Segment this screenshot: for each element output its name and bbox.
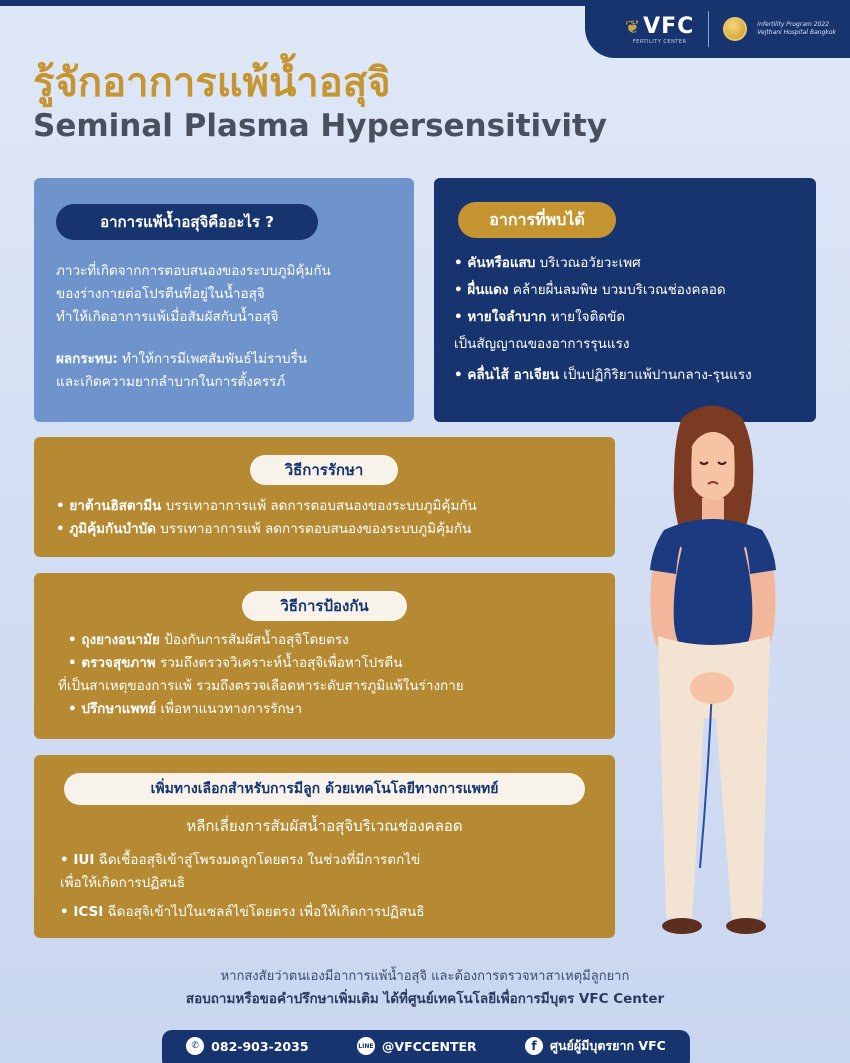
symptom-item: • คลื่นไส้ อาเจียน เป็นปฏิกิริยาแพ้ปานกลาง-รุนแรง — [454, 367, 752, 383]
what-is-it-card — [34, 178, 414, 422]
contact-line[interactable] — [357, 1037, 477, 1055]
contact-bar — [162, 1030, 690, 1063]
option-item: • IUI ฉีดเชื้ออสุจิเข้าสู่โพรงมดลูกโดยตรง ในช่วงที่มีการตกไข่ — [60, 852, 421, 868]
prevention-item: • ปรึกษาแพทย์ เพื่อหาแนวทางการรักษา — [68, 701, 303, 717]
treatment-list — [56, 495, 477, 541]
symptoms-card — [434, 178, 816, 422]
prevention-item: ที่เป็นสาเหตุของการแพ้ รวมถึงตรวจเลือดหาระดับสารภูมิแพ้ในร่างกาย — [58, 678, 464, 694]
page-title-english: Seminal Plasma Hypersensitivity — [33, 108, 607, 144]
options-heading: เพิ่มทางเลือกสำหรับการมีลูก ด้วยเทคโนโลยีทางการแพทย์ — [64, 773, 585, 805]
options-list — [60, 849, 425, 924]
bird-icon: ❦ — [625, 16, 642, 38]
what-impact — [56, 348, 307, 394]
what-line-1: ภาวะที่เกิดจากการตอบสนองของระบบภูมิคุ้มกัน — [56, 263, 331, 279]
option-item: • ICSI ฉีดอสุจิเข้าไปในเซลล์ไข่โดยตรง เพื่อให้เกิดการปฏิสนธิ — [60, 904, 425, 920]
award-line-1: Infertility Program 2022 — [757, 21, 830, 29]
prevention-list — [58, 629, 464, 721]
phone-number: 082-903-2035 — [211, 1038, 309, 1054]
options-subheading: หลีกเลี่ยงการสัมผัสน้ำอสุจิบริเวณช่องคลอด — [186, 817, 463, 835]
vfc-tagline: FERTILITY CENTER — [632, 38, 687, 45]
prevention-item: • ตรวจสุขภาพ รวมถึงตรวจวิเคราะห์น้ำอสุจิเพื่อหาโปรตีน — [68, 655, 403, 671]
symptom-item: • ผื่นแดง คล้ายผื่นลมพิษ บวมบริเวณช่องคลอด — [454, 282, 726, 298]
treatment-item: • ภูมิคุ้มกันบำบัด บรรเทาอาการแพ้ ลดการตอบสนองของระบบภูมิคุ้มกัน — [56, 521, 472, 537]
impact-line-2: และเกิดความยากลำบากในการตั้งครรภ์ — [56, 374, 286, 390]
contact-phone[interactable] — [186, 1037, 308, 1055]
treatment-card — [34, 437, 615, 557]
treatment-item: • ยาต้านฮิสตามีน บรรเทาอาการแพ้ ลดการตอบสนองของระบบภูมิคุ้มกัน — [56, 498, 477, 514]
options-card — [34, 755, 615, 938]
logo-divider — [708, 11, 709, 47]
treatment-heading: วิธีการรักษา — [250, 455, 398, 485]
page-title-thai: รู้จักอาการแพ้น้ำอสุจิ — [33, 60, 391, 106]
phone-icon: ✆ — [186, 1037, 204, 1055]
award-badge-icon — [723, 17, 747, 41]
prevention-item: • ถุงยางอนามัย ป้องกันการสัมผัสน้ำอสุจิโดยตรง — [68, 632, 349, 648]
award-line-2: Vejthani Hospital Bangkok — [757, 29, 837, 36]
hands — [690, 672, 734, 704]
woman-illustration — [612, 398, 812, 958]
what-is-it-heading: อาการแพ้น้ำอสุจิคืออะไร ? — [56, 204, 318, 240]
what-line-2: ของร่างกายต่อโปรตีนที่อยู่ในน้ำอสุจิ — [56, 286, 265, 302]
option-item: เพื่อให้เกิดการปฏิสนธิ — [60, 875, 186, 891]
award-text — [757, 21, 836, 37]
symptoms-list — [454, 250, 752, 389]
line-id: @VFCCENTER — [381, 1038, 477, 1054]
impact-label: ผลกระทบ: — [56, 351, 118, 367]
impact-line-1: ทำให้การมีเพศสัมพันธ์ไม่ราบรื่น — [117, 351, 308, 367]
symptom-item: • คันหรือแสบ บริเวณอวัยวะเพศ — [454, 255, 641, 271]
neck — [702, 498, 724, 522]
right-shoe — [726, 918, 766, 934]
symptom-item: เป็นสัญญาณของอาการรุนแรง — [454, 336, 630, 352]
facebook-icon: f — [525, 1037, 543, 1055]
what-description — [56, 260, 331, 329]
footer-line-2: สอบถามหรือขอคำปรึกษาเพิ่มเติม ได้ที่ศูนย์เทคโนโลยีเพื่อการมีบุตร VFC Center — [185, 991, 665, 1007]
left-shoe — [662, 918, 702, 934]
prevention-card — [34, 573, 615, 739]
what-line-3: ทำให้เกิดอาการแพ้เมื่อสัมผัสกับน้ำอสุจิ — [56, 309, 279, 325]
prevention-heading: วิธีการป้องกัน — [242, 591, 407, 621]
symptom-item: • หายใจลำบาก หายใจติดขัด — [454, 309, 626, 325]
line-icon: LINE — [357, 1037, 375, 1055]
footer-line-1: หากสงสัยว่าตนเองมีอาการแพ้น้ำอสุจิ และต้องการตรวจหาสาเหตุมีลูกยาก — [220, 969, 630, 984]
face — [687, 432, 739, 500]
logo-header — [585, 0, 850, 58]
vfc-logo-text: VFC — [643, 13, 695, 39]
vfc-logo[interactable] — [625, 14, 694, 45]
facebook-page: ศูนย์ผู้มีบุตรยาก VFC — [550, 1038, 666, 1053]
contact-facebook[interactable] — [525, 1036, 666, 1056]
symptoms-heading: อาการที่พบได้ — [458, 202, 616, 238]
